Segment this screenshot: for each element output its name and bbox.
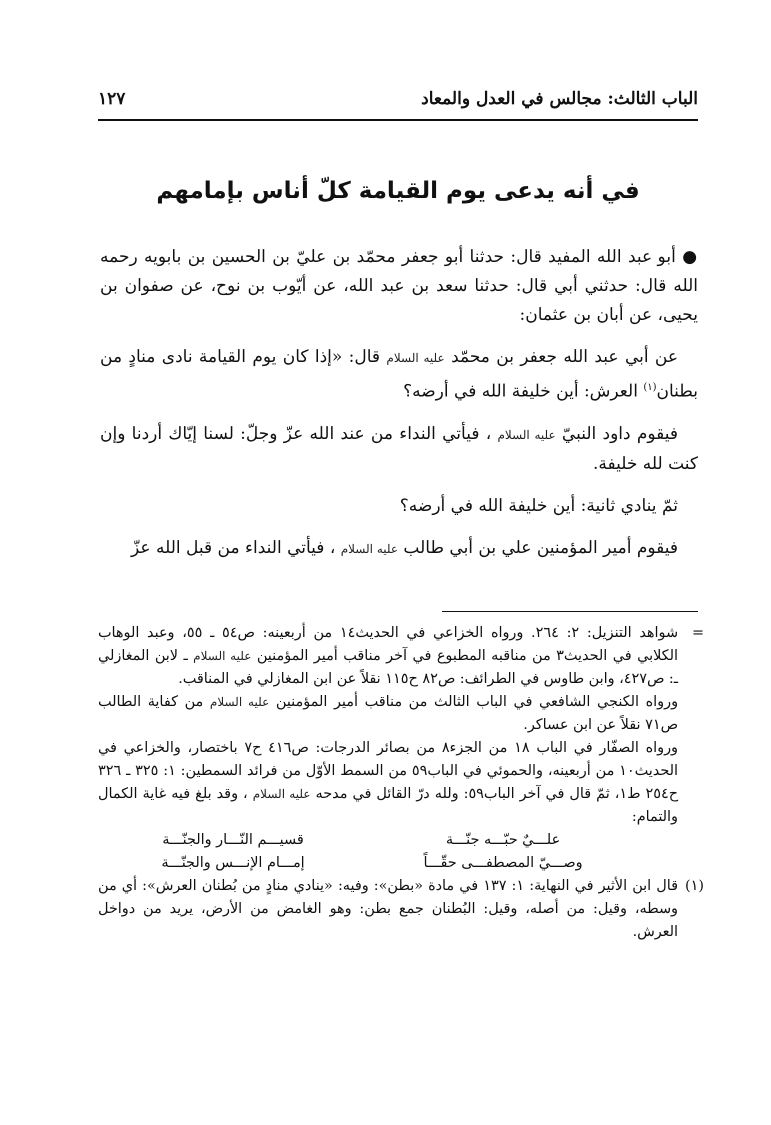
hemistich: وصـــيّ المصطفـــى حقّـــاً xyxy=(423,855,583,871)
chapter-title: الباب الثالث: مجالس في العدل والمعاد xyxy=(421,89,698,109)
bullet-icon: ● xyxy=(682,247,698,267)
hemistich: إمـــام الإنـــس والجنّـــة xyxy=(161,855,305,871)
amir-text-a: فيقوم أمير المؤمنين علي بن أبي طالب xyxy=(403,537,678,558)
honorific-icon: عليه السلام xyxy=(193,649,252,663)
page-number: ١٢٧ xyxy=(98,89,126,109)
paragraph-hadith xyxy=(100,343,698,407)
amir-text-b: ، فيأتي النداء من قبل الله عزّ xyxy=(131,537,336,558)
hemistich: قسيـــم النّـــار والجنّـــة xyxy=(162,832,304,848)
paragraph-isnad xyxy=(100,243,698,330)
honorific-icon: عليه السلام xyxy=(252,787,311,801)
poem-verse xyxy=(98,829,678,852)
main-text xyxy=(100,243,698,577)
footnote-rule xyxy=(442,611,698,612)
honorific-icon: عليه السلام xyxy=(497,427,556,442)
honorific-icon: عليه السلام xyxy=(386,351,445,365)
footnote-paragraph: قال ابن الأثير في النهاية: ١: ١٣٧ في مادة «بطن»: وفيه: «ينادي منادٍ من بُطنان العرش»: أي من وسطه، وقيل: من أصله، وقيل: البُطنان جمع بطن: وهو الغامض من الأرض، يريد من دواخل العرش. xyxy=(98,878,678,940)
honorific-icon: عليه السلام xyxy=(209,695,270,709)
section-title: في أنه يدعى يوم القيامة كلّ أناس بإمامهم xyxy=(156,178,640,204)
footnote-1 xyxy=(98,875,704,944)
paragraph-amir xyxy=(100,534,698,564)
running-header xyxy=(98,84,698,114)
fn-text: ـ لابن المغازلي ـ: ص٤٢٧، وابن طاوس في الطرائف: ص٨٢ ح١١٥ نقلاً عن ابن المغازلي في المناقب. xyxy=(98,648,678,687)
fn-text: ، وقد بلغ فيه غاية الكمال والتمام: xyxy=(98,786,678,825)
honorific-icon: عليه السلام xyxy=(340,541,399,556)
fn-text: ورواه الصفّار في الباب ١٨ من الجزء٨ من بصائر الدرجات: ص٤١٦ ح٧ باختصار، والخزاعي في الحديث١٠ من أربعينه، والحموئي في الباب٥٩ من السمط الأوّل من فرائد السمطين: ١: ٣٢٥ ـ ٣٢٦ ح٢٥٤ ط١، ثمّ قال في آخر الباب٥٩: ولله درّ القائل في مدحه xyxy=(98,740,679,802)
hemistich: علـــيٌ حبّـــه جنّـــة xyxy=(445,832,561,848)
paragraph-dawud xyxy=(100,420,698,479)
footnote-paragraph xyxy=(98,622,678,691)
dawud-text-a: فيقوم داود النبيّ xyxy=(561,423,678,444)
fn-text: من كفاية الطالب ص٧١ نقلاً عن ابن عساكر. xyxy=(98,694,678,733)
continuation-mark: = xyxy=(691,625,704,641)
isnad-text: أبو عبد الله المفيد قال: حدثنا أبو جعفر محمّد بن عليّ بن الحسين بن بابويه رحمه الله قال: حدثني أبي قال: حدثنا سعد بن عبد الله، عن أيّوب بن نوح، عن صفوان بن يحيى، عن أبان بن عثمان: xyxy=(100,247,698,325)
hadith-text-b: قال: «إذا كان يوم القيامة نادى منادٍ من بطنان xyxy=(100,347,698,402)
hadith-text-c: العرش: أين خليفة الله في أرضه؟ xyxy=(403,381,638,402)
dawud-text-b: ، فيأتي النداء من عند الله عزّ وجلّ: لسنا إيّاك أردنا وإن كنت لله خليفة. xyxy=(100,423,698,474)
poem xyxy=(98,829,678,875)
poem-verse xyxy=(98,852,678,875)
footnotes xyxy=(98,622,704,944)
fn-text: ورواه الكنجي الشافعي في الباب الثالث من مناقب أمير المؤمنين xyxy=(275,694,679,710)
footnote-number: (١) xyxy=(685,878,704,894)
paragraph-second-call: ثمّ ينادي ثانية: أين خليفة الله في أرضه؟ xyxy=(399,495,678,516)
hadith-text-a: عن أبي عبد الله جعفر بن محمّد xyxy=(451,347,679,367)
footnote-ref[interactable]: (١) xyxy=(643,382,657,393)
fn-text: شواهد التنزيل: ٢: ٢٦٤. ورواه الخزاعي في الحديث١٤ من أربعينه: ص٥٤ ـ ٥٥، وعبد الوهاب الكلابي في الحديث٣ من مناقبه المطبوع في آخر مناقب أمير المؤمنين xyxy=(98,625,678,664)
footnote-paragraph xyxy=(98,691,678,737)
footnote-continued xyxy=(98,622,704,875)
footnote-paragraph xyxy=(98,737,678,829)
header-rule xyxy=(98,119,698,121)
